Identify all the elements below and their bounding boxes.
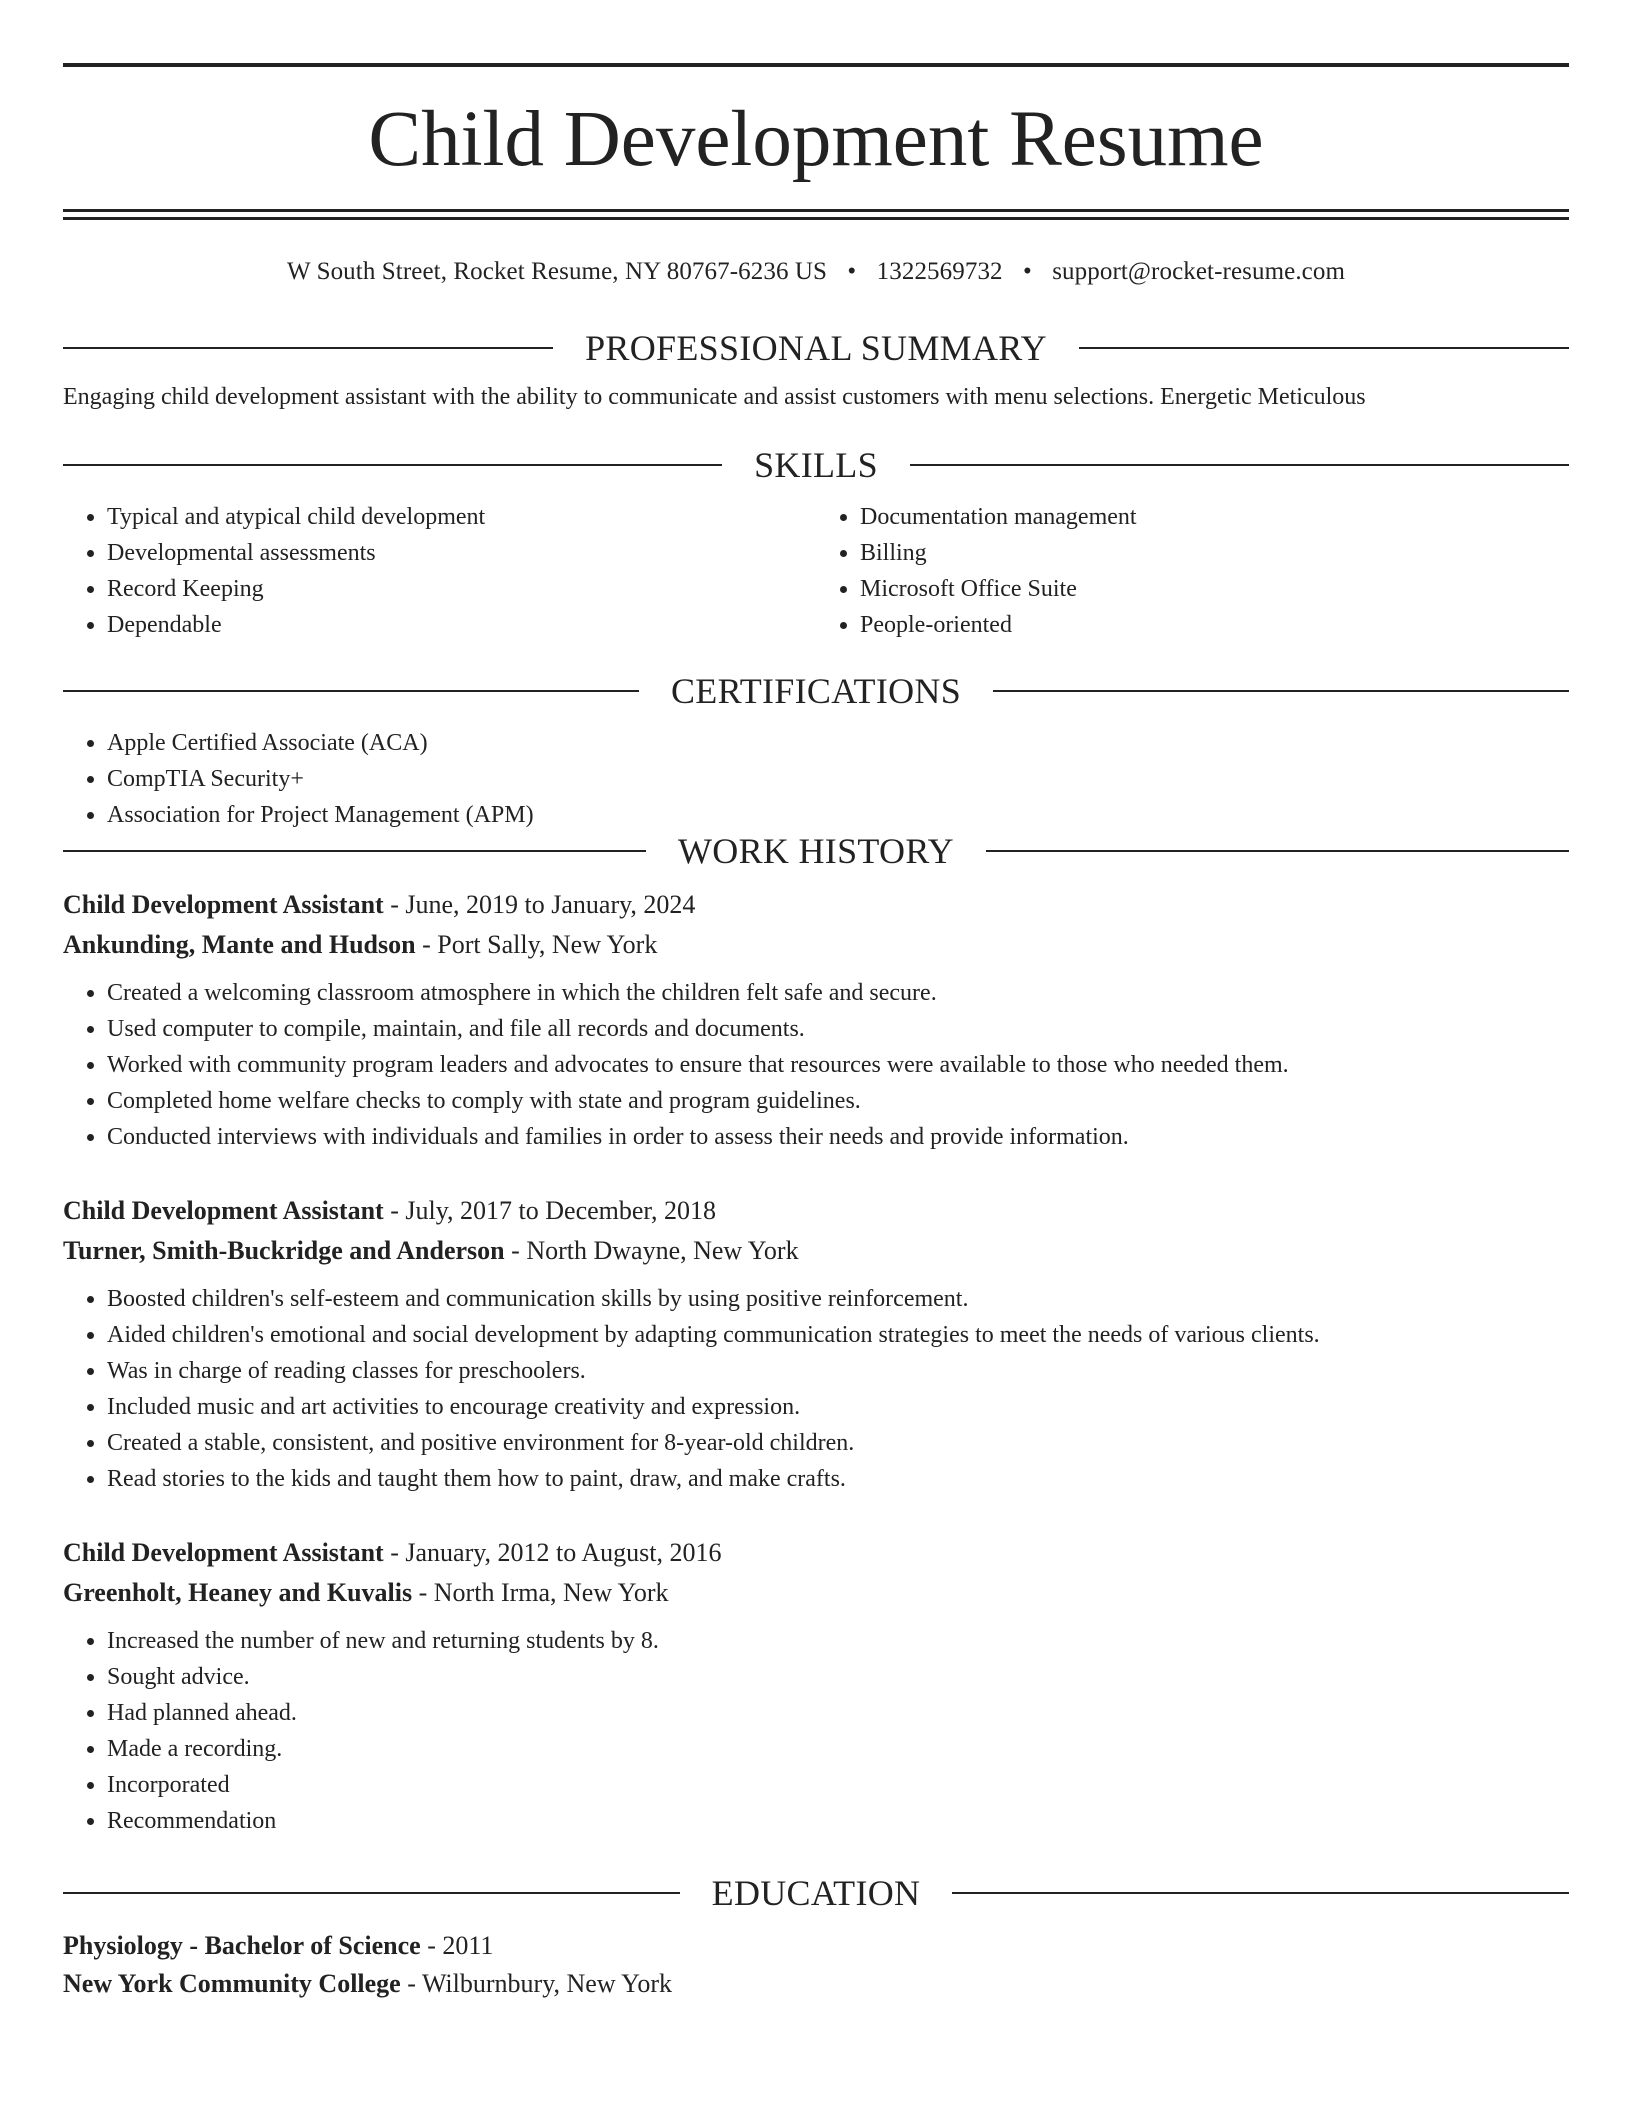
contact-separator: • [1023,258,1032,285]
heading-rule-right [986,850,1569,852]
job-bullet: • Included music and art activities to encourage creativity and expression. [107,1389,1569,1425]
skill-item: • Documentation management [860,499,1569,535]
contact-address: W South Street, Rocket Resume, NY 80767-6236 US [286,258,828,285]
education-degree: Physiology - Bachelor of Science [63,1931,421,1961]
work-history-heading [63,831,1569,872]
job-title: Child Development Assistant [63,890,384,920]
summary-text: Engaging child development assistant with the ability to communicate and assist customers with menu selections. Energetic Meticulous [63,384,1366,410]
work-history-heading-label: WORK HISTORY [678,831,954,872]
job-title: Child Development Assistant [63,1538,384,1568]
job-bullet: • Worked with community program leaders and advocates to ensure that resources were available to those who needed them. [107,1047,1569,1083]
job-location: North Irma, New York [433,1578,669,1608]
education-heading [63,1873,1569,1914]
certifications-list [63,725,1569,833]
skill-item: • Developmental assessments [107,535,816,571]
job-title-line: Child Development Assistant - June, 2019 to January, 2024 [63,890,696,920]
resume-page [63,0,1569,2003]
job-company-line: Greenholt, Heaney and Kuvalis - North Irma, New York [63,1578,669,1608]
heading-rule-left [63,347,553,349]
summary-heading-label: PROFESSIONAL SUMMARY [585,328,1047,368]
education-school-line: New York Community College - Wilburnbury, New York [63,1969,672,1999]
contact-email: support@rocket-resume.com [1052,258,1346,285]
skill-item: • Record Keeping [107,571,816,607]
job-bullets [63,975,1569,1155]
job-dates: June, 2019 to January, 2024 [405,890,696,920]
job-bullet: • Conducted interviews with individuals and families in order to assess their needs and provide information. [107,1119,1569,1155]
job-bullet: • Used computer to compile, maintain, and file all records and documents. [107,1011,1569,1047]
education-school: New York Community College [63,1969,401,1999]
contact-separator: • [847,258,857,285]
job-dates: January, 2012 to August, 2016 [405,1538,722,1568]
skills-heading-label: SKILLS [754,445,878,486]
skill-item: • Microsoft Office Suite [860,571,1569,607]
job-company: Turner, Smith-Buckridge and Anderson [63,1236,505,1266]
job-dates: July, 2017 to December, 2018 [405,1196,717,1226]
job-bullets [63,1623,1569,1839]
contact-line [63,258,1569,286]
heading-rule-right [1079,347,1569,349]
certifications-heading-label: CERTIFICATIONS [670,671,962,712]
education-heading-label: EDUCATION [711,1873,921,1914]
job-bullet: • Boosted children's self-esteem and communication skills by using positive reinforcement. [107,1281,1569,1317]
certification-item: • Association for Project Management (APM) [107,797,1569,833]
job-title-line: Child Development Assistant - January, 2012 to August, 2016 [63,1538,722,1568]
skill-item: • Dependable [107,607,816,643]
job-entry [63,1533,1569,1839]
job-company: Greenholt, Heaney and Kuvalis [63,1578,413,1608]
skill-item: • People-oriented [860,607,1569,643]
skill-item: • Typical and atypical child development [107,499,816,535]
certification-item: • CompTIA Security+ [107,761,1569,797]
job-title: Child Development Assistant [63,1196,384,1226]
heading-rule-right [952,1892,1569,1894]
skills-grid [63,499,1569,643]
education-degree-line: Physiology - Bachelor of Science - 2011 [63,1931,494,1961]
education-location: Wilburnbury, New York [421,1969,672,1999]
education-year: 2011 [442,1931,494,1961]
job-entry [63,885,1569,1155]
job-bullet: • Read stories to the kids and taught them how to paint, draw, and make crafts. [107,1461,1569,1497]
certification-item: • Apple Certified Associate (ACA) [107,725,1569,761]
heading-rule-left [63,850,646,852]
job-company-line: Ankunding, Mante and Hudson - Port Sally, New York [63,930,658,960]
skill-item: • Billing [860,535,1569,571]
heading-rule-left [63,464,722,466]
job-company-line: Turner, Smith-Buckridge and Anderson - North Dwayne, New York [63,1236,799,1266]
job-bullet: • Aided children's emotional and social development by adapting communication strategies to meet the needs of various clients. [107,1317,1569,1353]
job-bullet: • Was in charge of reading classes for preschoolers. [107,1353,1569,1389]
title-rule-lower [63,217,1569,220]
job-bullet: • Created a stable, consistent, and positive environment for 8-year-old children. [107,1425,1569,1461]
skills-list-right [816,499,1569,643]
job-bullet: • Increased the number of new and returning students by 8. [107,1623,1569,1659]
heading-rule-left [63,1892,680,1894]
job-bullet: • Recommendation [107,1803,1569,1839]
job-bullet: • Incorporated [107,1767,1569,1803]
job-title-line: Child Development Assistant - July, 2017 to December, 2018 [63,1196,717,1226]
heading-rule-right [910,464,1569,466]
job-bullet: • Had planned ahead. [107,1695,1569,1731]
job-entry [63,1191,1569,1497]
job-bullet: • Completed home welfare checks to comply with state and program guidelines. [107,1083,1569,1119]
job-company: Ankunding, Mante and Hudson [63,930,416,960]
job-bullet: • Created a welcoming classroom atmosphere in which the children felt safe and secure. [107,975,1569,1011]
heading-rule-right [993,690,1569,692]
job-location: Port Sally, New York [437,930,658,960]
skills-list-left [63,499,816,643]
heading-rule-left [63,690,639,692]
summary-heading [63,330,1569,366]
job-location: North Dwayne, New York [526,1236,799,1266]
title-rule-upper [63,209,1569,212]
page-title: Child Development Resume [368,96,1264,183]
job-bullets [63,1281,1569,1497]
job-bullet: • Sought advice. [107,1659,1569,1695]
job-bullet: • Made a recording. [107,1731,1569,1767]
skills-heading [63,445,1569,486]
contact-phone: 1322569732 [876,258,1003,285]
top-rule [63,63,1569,67]
certifications-heading [63,671,1569,712]
